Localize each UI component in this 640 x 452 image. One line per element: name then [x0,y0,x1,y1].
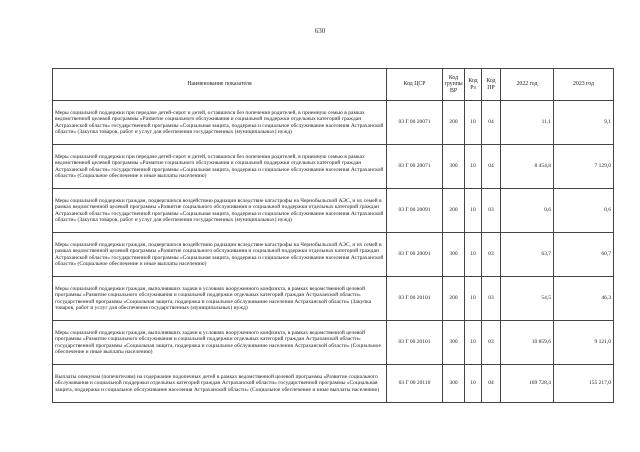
row-2022: 8 454,8 [501,145,554,189]
row-name: Меры социальной поддержки граждан, подвергшихся воздействию радиации вследствие катастрофы на Чернобыльской АЭС, и их семей в рамках ведомственной целевой программы «Развитие социального обслуживания и социальной поддержки отдельных категорий граждан Астраханской области» государственной программы «Социальная защита, поддержка и социальное обслуживание населения Астраханской области» (Социальное обеспечение и иные выплаты населению) [53,233,387,277]
row-vr: 300 [443,145,465,189]
row-csr: 03 Г 00 20091 [387,233,443,277]
row-name: Меры социальной поддержки граждан, подвергшихся воздействию радиации вследствие катастрофы на Чернобыльской АЭС, и их семей в рамках ведомственной целевой программы «Развитие социального обслуживания и социальной поддержки отдельных категорий граждан Астраханской области» государственной программы «Социальная защита, поддержка и социальное обслуживание населения Астраханской области» (Закупка товаров, работ и услуг для обеспечения государственных (муниципальных) нужд) [53,189,387,233]
header-csr: Код ЦСР [387,69,443,101]
table-header-row [53,69,614,101]
row-2022: 11,1 [501,101,554,145]
header-rz: Код Рз [465,69,482,101]
table-row [53,277,614,321]
row-csr: 03 Г 00 20110 [387,365,443,403]
row-vr: 300 [443,365,465,403]
row-2023: 0,6 [554,189,614,233]
row-rz: 10 [465,365,482,403]
row-pr: 04 [482,365,501,403]
row-pr: 03 [482,277,501,321]
row-2023: 9 121,0 [554,321,614,365]
row-csr: 03 Г 00 20071 [387,145,443,189]
header-2023: 2023 год [554,69,614,101]
table-row [53,321,614,365]
table-row [53,365,614,403]
row-pr: 03 [482,321,501,365]
row-2023: 60,7 [554,233,614,277]
table-row [53,233,614,277]
header-vr: Код группы ВР [443,69,465,101]
row-name: Меры социальной поддержки при передаче детей-сирот и детей, оставшихся без попечения родителей, в приемную семью в рамках ведомственной целевой программы «Развитие социального обслуживания и социальной поддержки отдельных категорий граждан Астраханской области» государственной программы «Социальная защита, поддержка и социальное обслуживание населения Астраханской области» (Социальное обеспечение и иные выплаты населению) [53,145,387,189]
row-2022: 169 728,4 [501,365,554,403]
row-2022: 63,7 [501,233,554,277]
row-vr: 300 [443,321,465,365]
table-row [53,145,614,189]
row-name: Меры социальной поддержки граждан, выполнявших задачи в условиях вооруженного конфликта, в рамках ведомственной целевой программы «Развитие социального обслуживания и социальной поддержки отдельных категорий граждан Астраханской области» государственной программы «Социальная защита, поддержка и социальное обслуживание населения Астраханской области» (Социальное обеспечение и иные выплаты населению) [53,321,387,365]
header-name: Наименование показателя [53,69,387,101]
row-vr: 200 [443,277,465,321]
row-name: Выплаты опекунам (попечителям) на содержание подопечных детей в рамках ведомственной целевой программы «Развитие социального обслуживания и социальной поддержки отдельных категорий граждан Астраханской области» государственной программы «Социальная защита, поддержка и социальное обслуживание населения Астраханской области» (Социальное обеспечение и иные выплаты населению) [53,365,387,403]
row-csr: 03 Г 00 20071 [387,101,443,145]
row-pr: 04 [482,101,501,145]
row-vr: 200 [443,189,465,233]
row-2023: 9,1 [554,101,614,145]
page-number: 630 [314,27,326,35]
row-rz: 10 [465,277,482,321]
row-2022: 10 859,6 [501,321,554,365]
table-row [53,101,614,145]
header-2022: 2022 год [501,69,554,101]
header-pr: Код ПР [482,69,501,101]
row-name: Меры социальной поддержки граждан, выполнявших задачи в условиях вооруженного конфликта, в рамках ведомственной целевой программы «Развитие социального обслуживания и социальной поддержки отдельных категорий граждан Астраханской области» государственной программы «Социальная защита, поддержка и социальное обслуживание населения Астраханской области» (Закупка товаров, работ и услуг для обеспечения государственных (муниципальных) нужд) [53,277,387,321]
row-rz: 10 [465,101,482,145]
row-csr: 03 Г 00 20091 [387,189,443,233]
row-2023: 46,3 [554,277,614,321]
row-2022: 54,5 [501,277,554,321]
row-name: Меры социальной поддержки при передаче детей-сирот и детей, оставшихся без попечения родителей, в приемную семью в рамках ведомственной целевой программы «Развитие социального обслуживания и социальной поддержки отдельных категорий граждан Астраханской области» государственной программы «Социальная защита, поддержка и социальное обслуживание населения Астраханской области» (Закупка товаров, работ и услуг для обеспечения государственных (муниципальных) нужд) [53,101,387,145]
row-csr: 03 Г 00 20101 [387,321,443,365]
row-rz: 10 [465,189,482,233]
row-rz: 10 [465,321,482,365]
row-pr: 03 [482,189,501,233]
row-2022: 0,6 [501,189,554,233]
table-row [53,189,614,233]
row-rz: 10 [465,145,482,189]
row-vr: 200 [443,101,465,145]
row-pr: 03 [482,233,501,277]
row-csr: 03 Г 00 20101 [387,277,443,321]
row-rz: 10 [465,233,482,277]
budget-table [52,68,614,403]
row-2023: 7 129,0 [554,145,614,189]
row-pr: 04 [482,145,501,189]
row-vr: 300 [443,233,465,277]
row-2023: 155 217,0 [554,365,614,403]
